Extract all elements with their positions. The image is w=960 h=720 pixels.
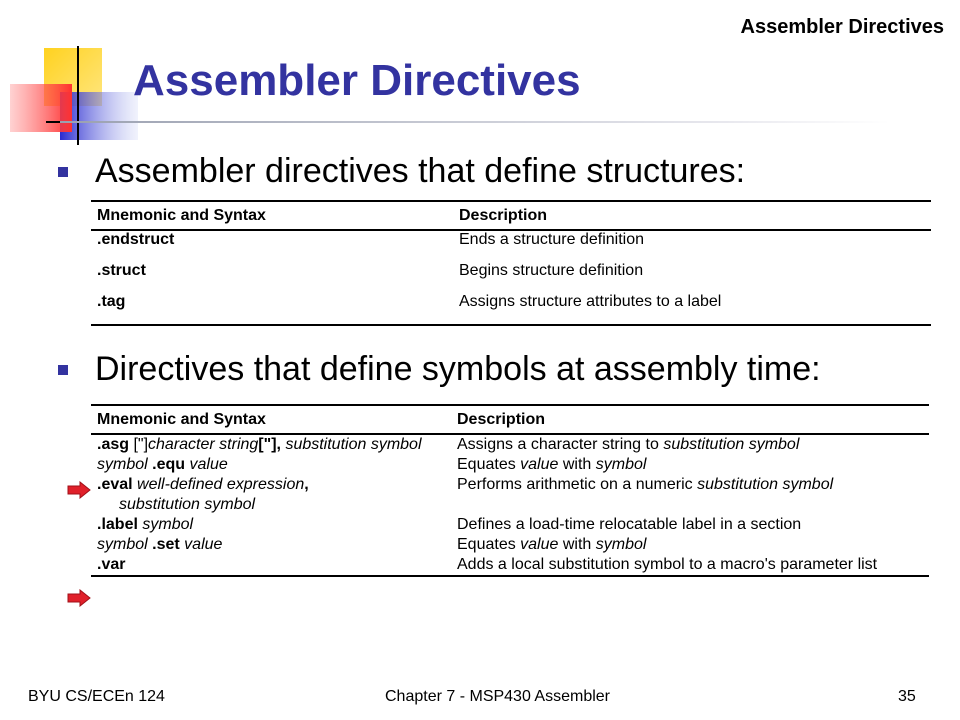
description-cell: Begins structure definition	[459, 262, 644, 279]
table-row	[91, 555, 929, 576]
footer-course: BYU CS/ECEn 124	[28, 688, 165, 705]
table-row	[91, 455, 929, 475]
column-header-description: Description	[451, 405, 929, 434]
bullet-text: Directives that define symbols at assembly time:	[95, 350, 821, 388]
structure-directives-table	[91, 200, 931, 326]
description-cell: Equates value with symbol	[457, 536, 647, 553]
page-title: Assembler Directives	[133, 56, 581, 105]
mnemonic-cell: .eval well-defined expression, substitution symbol	[97, 476, 309, 513]
mnemonic-cell: .var	[91, 555, 451, 576]
table-row	[91, 293, 931, 325]
mnemonic-cell: symbol .equ value	[97, 456, 228, 473]
description-cell: Assigns structure attributes to a label	[453, 293, 931, 325]
description-cell: Adds a local substitution symbol to a macro's parameter list	[451, 555, 929, 576]
bullet-text: Assembler directives that define structures:	[95, 152, 746, 190]
table-row	[91, 434, 929, 455]
description-cell: Performs arithmetic on a numeric substitution symbol	[457, 476, 834, 493]
mnemonic-cell: symbol .set value	[97, 536, 223, 553]
table-row	[91, 515, 929, 535]
title-divider	[60, 121, 890, 123]
column-header-description: Description	[453, 201, 931, 230]
description-cell: Equates value with symbol	[457, 456, 647, 473]
description-cell: Assigns a character string to substitution symbol	[457, 436, 800, 453]
description-cell: Defines a load-time relocatable label in a section	[457, 516, 802, 533]
table-row	[91, 535, 929, 555]
column-header-mnemonic: Mnemonic and Syntax	[91, 405, 451, 434]
mnemonic-cell: .label symbol	[97, 516, 194, 533]
table-row	[91, 230, 931, 262]
description-cell: Ends a structure definition	[459, 231, 644, 248]
header-label: Assembler Directives	[740, 16, 944, 38]
column-header-mnemonic: Mnemonic and Syntax	[91, 201, 453, 230]
table-header-row	[91, 201, 931, 230]
footer-page-number: 35	[898, 688, 916, 705]
bullet-symbols	[58, 350, 938, 389]
mnemonic-cell: .struct	[97, 262, 146, 279]
symbol-directives-table	[91, 404, 929, 577]
mnemonic-cell: .asg ["]character string["], substitution symbol	[97, 436, 422, 453]
mnemonic-cell: .endstruct	[97, 231, 175, 248]
square-bullet-icon	[58, 365, 68, 375]
right-arrow-icon	[67, 481, 91, 499]
table-row	[91, 262, 931, 293]
bullet-structures	[58, 152, 938, 191]
table-row	[91, 475, 929, 515]
mnemonic-cell: .tag	[91, 293, 453, 325]
square-bullet-icon	[58, 167, 68, 177]
table-header-row	[91, 405, 929, 434]
right-arrow-icon	[67, 589, 91, 607]
decorative-squares-logo	[0, 40, 140, 150]
footer-chapter: Chapter 7 - MSP430 Assembler	[385, 688, 610, 705]
